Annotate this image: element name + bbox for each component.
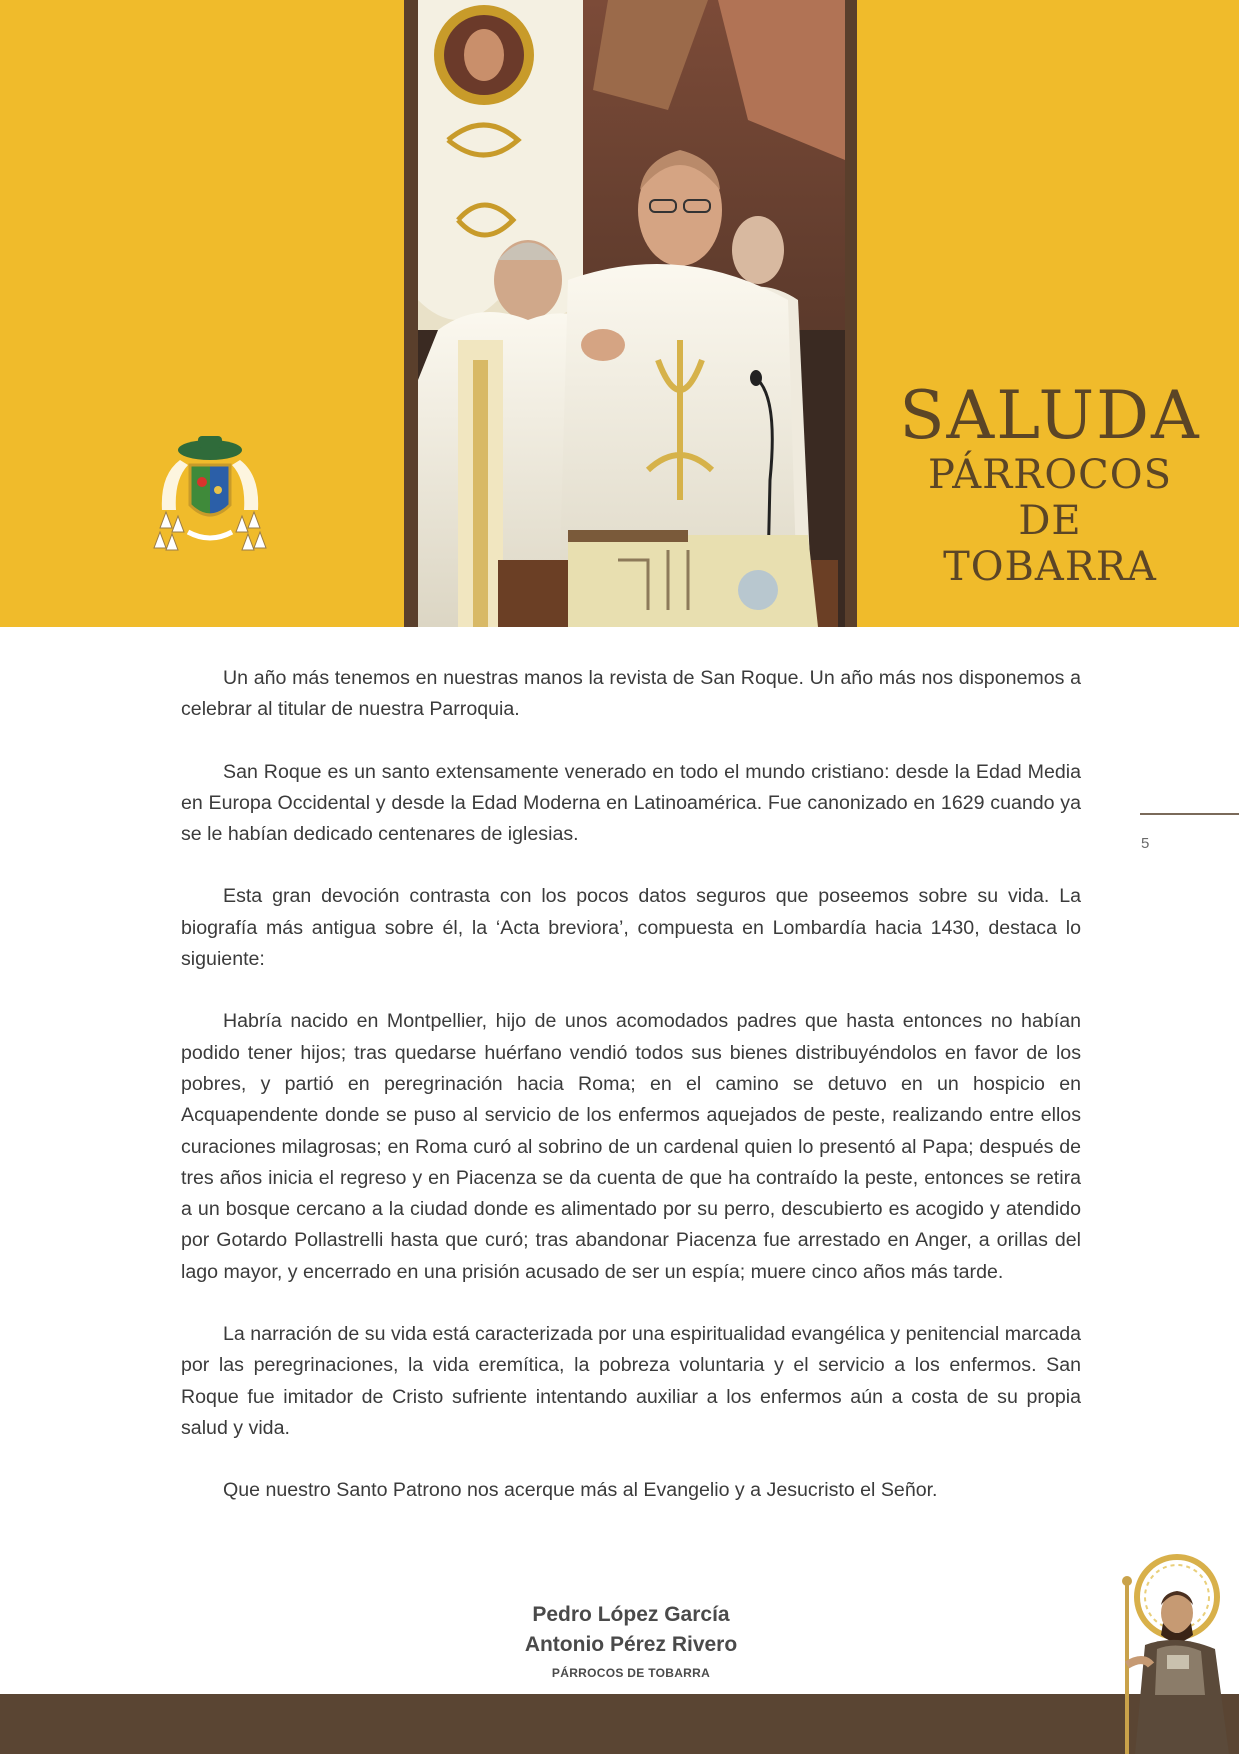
- paragraph: Un año más tenemos en nuestras manos la revista de San Roque. Un año más nos disponemos a celebrar al titular de nuestra Parroquia.: [181, 667, 1081, 721]
- signatory-name: Pedro López García: [532, 1603, 730, 1626]
- page-subtitle-line-3: TOBARRA: [943, 544, 1157, 590]
- header-banner: [0, 0, 1239, 627]
- page-number-rule: [1140, 813, 1239, 815]
- page-title: SALUDA: [899, 377, 1201, 454]
- signature-block: [431, 1600, 831, 1682]
- signatory-name: Antonio Pérez Rivero: [524, 1633, 738, 1656]
- signatory-role: PÁRROCOS DE TOBARRA: [551, 1666, 711, 1680]
- paragraph: La narración de su vida está caracterizada por una espiritualidad evangélica y penitencial marcada por las peregrinaciones, la vida eremítica, la pobreza voluntaria y el servicio a los enfermos. San Roque fue imitador de Cristo sufriente intentando auxiliar a los enfermos aún a costa de su propia salud y vida.: [181, 1323, 1081, 1439]
- page-subtitle-line-1: PÁRROCOS: [928, 452, 1172, 498]
- priests-at-altar-photo-icon: [418, 0, 845, 627]
- paragraph: Esta gran devoción contrasta con los pocos datos seguros que poseemos sobre su vida. La biografía más antigua sobre él, la ‘Acta breviora’, compuesta en Lombardía hacia 1430, destaca lo siguiente:: [181, 885, 1081, 971]
- san-roque-statue-icon: [1105, 1545, 1239, 1754]
- episcopal-coat-of-arms-icon: [140, 420, 280, 560]
- page-number: 5: [1141, 835, 1150, 852]
- paragraph: Habría nacido en Montpellier, hijo de unos acomodados padres que hasta entonces no habían podido tener hijos; tras quedarse huérfano vendió todos sus bienes distribuyéndolos en favor de los pobres, y partió en peregrinación hacia Roma; en el camino se detuvo en un hospicio en Acquapendente donde se puso al servicio de los enfermos aquejados de peste, realizando entre ellos curaciones milagrosas; en Roma curó al sobrino de un cardenal quien lo presentó al Papa; después de tres años inicia el regreso y en Piacenza se da cuenta de que ha contraído la peste, entonces se retira a un bosque cercano a la ciudad donde es alimentado por su perro, descubierto es acogido y atendido por Gotardo Pollastrelli hasta que curó; tras abandonar Piacenza fue arrestado en Anger, a orillas del lago mayor, y encerrado en una prisión acusado de ser un espía; muere cinco años más tarde.: [181, 1010, 1081, 1283]
- page-subtitle-line-2: DE: [1018, 498, 1082, 544]
- article-body: [181, 663, 1081, 1538]
- paragraph: San Roque es un santo extensamente venerado en todo el mundo cristiano: desde la Edad Media en Europa Occidental y desde la Edad Moderna en Latinoamérica. Fue canonizado en 1629 cuando ya se le habían dedicado centenares de iglesias.: [181, 760, 1081, 846]
- paragraph: Que nuestro Santo Patrono nos acerque más al Evangelio y a Jesucristo el Señor.: [223, 1479, 938, 1502]
- footer-band: [0, 1694, 1239, 1754]
- title-block: [880, 377, 1220, 590]
